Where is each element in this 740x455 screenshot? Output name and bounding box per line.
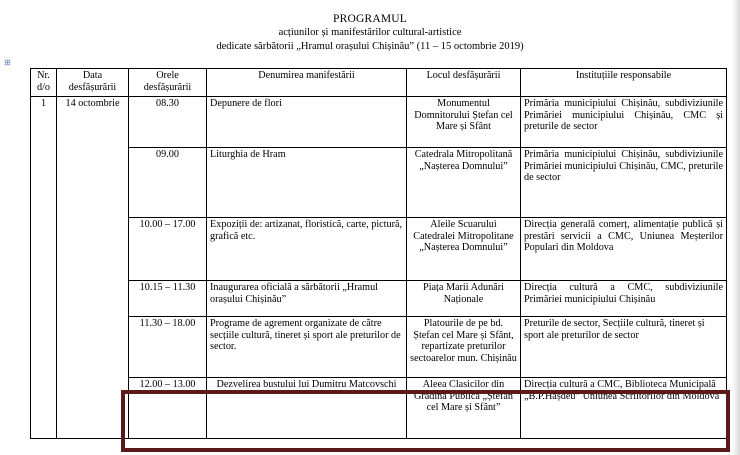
cell-place: Aleea Clasicilor din Grădina Publică „Ștefan cel Mare și Sfânt” bbox=[407, 378, 521, 439]
table-row bbox=[31, 97, 727, 148]
cell-name: Inaugurarea oficială a sărbătorii „Hramul orașului Chișinău” bbox=[207, 281, 407, 317]
document-subtitle-1: acțiunilor și manifestărilor cultural-artistice bbox=[278, 27, 462, 38]
cell-place: Aleile Scuarului Catedralei Mitropolitane „Nașterea Domnului” bbox=[407, 218, 521, 281]
cell-institutions: Direcția cultură a CMC, Biblioteca Municipală „B.P.Hașdeu” Uniunea Scriitorilor din Moldova bbox=[521, 378, 727, 439]
cell-name: Expoziții de: artizanat, floristică, carte, pictură, grafică etc. bbox=[207, 218, 407, 281]
cell-place: Monumentul Domnitorului Ștefan cel Mare și Sfânt bbox=[407, 97, 521, 148]
document-header bbox=[0, 12, 740, 54]
col-name: Denumirea manifestării bbox=[207, 69, 407, 97]
document-title: PROGRAMUL bbox=[332, 13, 407, 25]
col-institutions: Instituțiile responsabile bbox=[521, 69, 727, 97]
col-date: Data desfășurării bbox=[57, 69, 129, 97]
cell-name: Liturghia de Hram bbox=[207, 148, 407, 218]
table-row bbox=[31, 148, 727, 218]
col-place: Locul desfășurării bbox=[407, 69, 521, 97]
table-anchor-icon: ⊞ bbox=[4, 58, 11, 67]
col-nr: Nr. d/o bbox=[31, 69, 57, 97]
cell-name: Dezvelirea bustului lui Dumitru Matcovschi bbox=[207, 378, 407, 439]
page-edge-shadow bbox=[732, 0, 740, 455]
cell-date: 14 octombrie bbox=[57, 97, 129, 439]
cell-institutions: Preturile de sector, Secțiile cultură, tineret și sport ale preturilor de sector bbox=[521, 317, 727, 378]
cell-institutions: Direcția cultură a CMC, subdiviziunile Primăriei municipiului Chișinău bbox=[521, 281, 727, 317]
cell-time: 11.30 – 18.00 bbox=[129, 317, 207, 378]
cell-place: Catedrala Mitropolitană „Nașterea Domnului” bbox=[407, 148, 521, 218]
cell-time: 10.00 – 17.00 bbox=[129, 218, 207, 281]
table-row bbox=[31, 378, 727, 439]
cell-place: Piața Marii Adunări Naționale bbox=[407, 281, 521, 317]
cell-nr: 1 bbox=[31, 97, 57, 439]
table-header-row bbox=[31, 69, 727, 97]
cell-time: 10.15 – 11.30 bbox=[129, 281, 207, 317]
program-table bbox=[30, 68, 727, 439]
cell-institutions: Direcția generală comerț, alimentație publică și prestări servicii a CMC, Uniunea Meșterilor Populari din Moldova bbox=[521, 218, 727, 281]
col-hours: Orele desfășurării bbox=[129, 69, 207, 97]
table-row bbox=[31, 317, 727, 378]
cell-time: 12.00 – 13.00 bbox=[129, 378, 207, 439]
cell-institutions: Primăria municipiului Chișinău, subdiviziunile Primăriei municipiului Chișinău, CMC, preturile de sector bbox=[521, 148, 727, 218]
table-row bbox=[31, 218, 727, 281]
document-subtitle-2: dedicate sărbătorii „Hramul orașului Chișinău” (11 – 15 octombrie 2019) bbox=[216, 41, 524, 52]
cell-time: 09.00 bbox=[129, 148, 207, 218]
cell-name: Programe de agrement organizate de către secțiile cultură, tineret și sport ale preturilor de sector. bbox=[207, 317, 407, 378]
cell-place: Platourile de pe bd. Ștefan cel Mare și Sfânt, repartizate preturilor sectoarelor mun. Chișinău bbox=[407, 317, 521, 378]
cell-name: Depunere de flori bbox=[207, 97, 407, 148]
cell-institutions: Primăria municipiului Chișinău, subdiviziunile Primăriei municipiului Chișinău, CMC și preturile de sector bbox=[521, 97, 727, 148]
cell-time: 08.30 bbox=[129, 97, 207, 148]
table-row bbox=[31, 281, 727, 317]
